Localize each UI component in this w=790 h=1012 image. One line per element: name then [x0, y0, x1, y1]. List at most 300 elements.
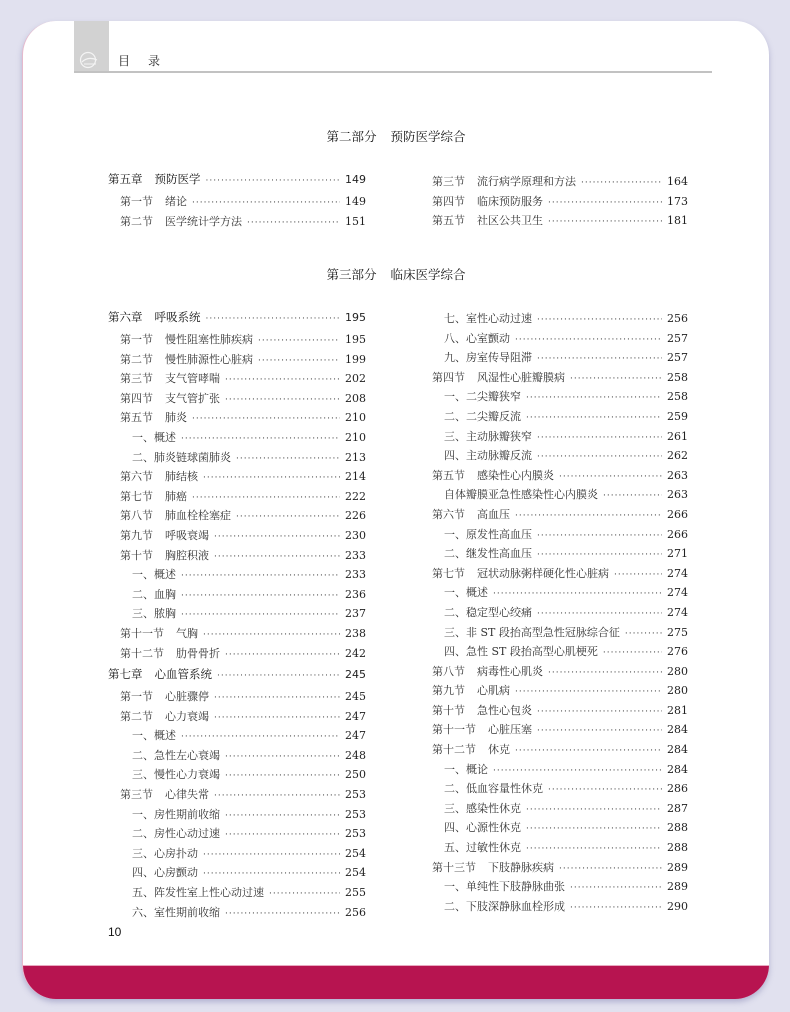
toc-entry[interactable]: [420, 212, 688, 232]
header-tab: [74, 21, 109, 73]
toc-entry-title: 心脏骤停: [165, 690, 209, 704]
toc-entry[interactable]: [108, 747, 366, 767]
toc-entry[interactable]: [108, 786, 366, 806]
toc-entry-label: [120, 193, 187, 209]
dot-leader: [181, 610, 340, 620]
toc-entry[interactable]: [108, 527, 366, 547]
toc-entry-title: 四、心房颤动: [132, 866, 198, 880]
dot-leader: [236, 512, 340, 522]
toc-entry-number: 第七节: [432, 566, 465, 580]
toc-entry-title: 六、室性期前收缩: [132, 905, 220, 919]
toc-entry-title: 肺炎: [165, 411, 187, 425]
toc-entry-label: [432, 173, 576, 189]
toc-entry-title: 三、主动脉瓣狭窄: [444, 429, 532, 443]
dot-leader: [537, 609, 662, 619]
dot-leader: [625, 629, 662, 639]
dot-leader: [548, 217, 662, 227]
toc-entry-page: 263: [667, 468, 688, 482]
toc-entry-number: 第六章: [108, 310, 143, 324]
toc-entry-title: 下肢静脉疾病: [488, 860, 554, 874]
toc-entry-title: 气胸: [176, 626, 198, 640]
toc-entry[interactable]: [420, 643, 688, 663]
dot-leader: [181, 732, 340, 742]
toc-entry-title: 四、主动脉瓣反流: [444, 449, 532, 463]
toc-entry[interactable]: [420, 349, 688, 369]
dot-leader: [493, 766, 662, 776]
toc-entry-page: 266: [667, 507, 688, 521]
toc-entry[interactable]: [108, 429, 366, 449]
dot-leader: [206, 314, 341, 324]
dot-leader: [225, 830, 340, 840]
toc-entry[interactable]: [420, 173, 688, 193]
toc-entry[interactable]: [108, 766, 366, 786]
toc-entry-page: 289: [667, 860, 688, 874]
dot-leader: [537, 531, 662, 541]
toc-entry-page: 233: [345, 568, 366, 582]
toc-entry[interactable]: [420, 741, 688, 761]
toc-entry[interactable]: [420, 878, 688, 898]
dot-leader: [537, 433, 662, 443]
toc-entry[interactable]: [108, 507, 366, 527]
toc-entry-label: [120, 708, 209, 724]
toc-entry-title: 八、心室颤动: [444, 331, 510, 345]
toc-entry-title: 肋骨骨折: [176, 646, 220, 660]
toc-entry[interactable]: [420, 565, 688, 585]
toc-entry-page: 173: [667, 194, 688, 208]
toc-entry-label: [120, 507, 231, 523]
toc-entry[interactable]: [420, 624, 688, 644]
toc-entry-number: 第三节: [120, 788, 153, 802]
toc-entry-number: 第五节: [432, 468, 465, 482]
dot-leader: [214, 713, 340, 723]
toc-entry-label: [432, 565, 609, 581]
toc-entry-title: 休克: [488, 743, 510, 757]
toc-entry-number: 第十节: [120, 548, 153, 562]
toc-entry[interactable]: [108, 605, 366, 625]
toc-entry[interactable]: [420, 447, 688, 467]
toc-entry[interactable]: [420, 780, 688, 800]
toc-entry[interactable]: [108, 806, 366, 826]
toc-entry-page: 214: [345, 470, 366, 484]
toc-entry-label: [132, 766, 220, 782]
toc-entry-label: [132, 845, 198, 861]
toc-entry-title: 慢性阻塞性肺疾病: [165, 333, 253, 346]
dot-leader: [559, 472, 662, 482]
dot-leader: [548, 668, 662, 678]
toc-entry-label: [132, 566, 176, 582]
toc-entry-label: [120, 213, 242, 229]
toc-entry-number: 第十二节: [432, 743, 476, 757]
toc-entry[interactable]: [108, 708, 366, 728]
dot-leader: [203, 630, 340, 640]
toc-entry[interactable]: [420, 584, 688, 604]
toc-entry-label: [432, 467, 554, 483]
toc-entry-number: 第十一节: [432, 723, 476, 737]
toc-entry-number: 第九节: [120, 528, 153, 542]
dot-leader: [526, 413, 662, 423]
dot-leader: [548, 198, 662, 208]
toc-entry-number: 第二节: [120, 352, 153, 366]
dot-leader: [515, 687, 662, 697]
toc-entry-page: 290: [667, 899, 688, 913]
dot-leader: [214, 693, 340, 703]
toc-entry[interactable]: [420, 819, 688, 839]
toc-entry-label: [120, 331, 253, 347]
toc-entry-label: [120, 390, 220, 406]
toc-entry-label: [120, 370, 220, 386]
toc-entry-title: 一、概述: [444, 586, 488, 600]
toc-entry-title: 一、概述: [132, 568, 176, 582]
toc-entry[interactable]: [108, 309, 366, 331]
toc-entry-page: 284: [667, 723, 688, 737]
toc-entry[interactable]: [420, 721, 688, 741]
dot-leader: [214, 552, 340, 562]
dot-leader: [225, 909, 340, 919]
toc-entry-title: 呼吸系统: [154, 310, 201, 324]
toc-entry[interactable]: [108, 825, 366, 845]
dot-leader: [181, 591, 340, 601]
toc-entry[interactable]: [420, 388, 688, 408]
toc-entry-title: 急性心包炎: [477, 703, 532, 717]
toc-entry-label: [132, 747, 220, 763]
toc-entry-page: 226: [345, 509, 366, 523]
toc-entry[interactable]: [420, 467, 688, 487]
toc-entry-number: 第五节: [120, 411, 153, 425]
toc-entry-title: 一、单纯性下肢静脉曲张: [444, 880, 565, 894]
toc-entry-title: 七、室性心动过速: [444, 312, 532, 325]
toc-entry-title: 五、阵发性室上性心动过速: [132, 886, 264, 900]
dot-leader: [206, 176, 341, 186]
toc-entry-label: [444, 330, 510, 346]
toc-entry[interactable]: [420, 486, 688, 506]
toc-entry[interactable]: [108, 864, 366, 884]
dot-leader: [203, 850, 340, 860]
toc-entry-title: 一、房性期前收缩: [132, 807, 220, 821]
dot-leader: [258, 356, 340, 366]
toc-entry-number: 第六节: [120, 470, 153, 484]
toc-entry-page: 289: [667, 880, 688, 894]
toc-entry[interactable]: [108, 488, 366, 508]
toc-entry-label: [444, 584, 488, 600]
toc-entry-title: 感染性心内膜炎: [477, 468, 554, 482]
toc-entry[interactable]: [420, 800, 688, 820]
toc-entry-label: [444, 545, 532, 561]
toc-entry-label: [444, 780, 543, 796]
toc-entry[interactable]: [420, 604, 688, 624]
toc-entry-page: 284: [667, 762, 688, 776]
toc-entry-page: 256: [345, 905, 366, 919]
toc-entry-label: [432, 663, 543, 679]
part3-number: 第三部分: [326, 267, 377, 282]
dot-leader: [581, 178, 662, 188]
toc-entry-number: 第五章: [108, 172, 143, 186]
toc-entry-title: 一、概述: [132, 729, 176, 743]
toc-entry[interactable]: [420, 761, 688, 781]
toc-entry-page: 247: [345, 729, 366, 743]
dot-leader: [225, 811, 340, 821]
toc-entry-label: [132, 727, 176, 743]
toc-entry-number: 第八节: [120, 509, 153, 523]
toc-entry-number: 第八节: [432, 664, 465, 678]
toc-entry-page: 151: [345, 214, 366, 228]
toc-entry-label: [444, 800, 521, 816]
part2-right-column: [420, 173, 688, 232]
dot-leader: [181, 571, 340, 581]
page-number: 10: [108, 925, 122, 939]
toc-entry-title: 二、血胸: [132, 587, 176, 601]
part3-name: 临床医学综合: [390, 267, 466, 282]
toc-entry-number: 第十二节: [120, 646, 164, 660]
toc-entry-page: 288: [667, 821, 688, 835]
toc-entry-number: 第十三节: [432, 860, 476, 874]
toc-entry-number: 第四节: [432, 194, 465, 208]
toc-entry[interactable]: [108, 845, 366, 865]
toc-entry-label: [432, 702, 532, 718]
toc-entry-title: 医学统计学方法: [165, 214, 242, 228]
toc-entry-label: [432, 506, 510, 522]
dot-leader: [203, 869, 340, 879]
toc-entry-title: 心肌病: [477, 684, 510, 698]
toc-entry[interactable]: [108, 351, 366, 371]
toc-entry[interactable]: [420, 369, 688, 389]
toc-entry-label: [120, 468, 198, 484]
toc-entry-label: [120, 488, 187, 504]
toc-entry[interactable]: [420, 898, 688, 918]
toc-entry[interactable]: [420, 545, 688, 565]
toc-entry-number: 第一节: [120, 690, 153, 704]
dot-leader: [537, 315, 662, 325]
toc-entry[interactable]: [420, 839, 688, 859]
toc-entry-title: 一、二尖瓣狭窄: [444, 390, 521, 404]
toc-entry-page: 257: [667, 351, 688, 365]
toc-entry-label: [132, 586, 176, 602]
toc-entry[interactable]: [420, 193, 688, 213]
toc-entry-label: [120, 409, 187, 425]
toc-entry-page: 149: [345, 195, 366, 208]
toc-entry-label: [120, 786, 209, 802]
toc-entry[interactable]: [420, 330, 688, 350]
dot-leader: [537, 550, 662, 560]
toc-entry-label: [432, 859, 554, 875]
part2-name: 预防医学综合: [390, 129, 466, 144]
dot-leader: [181, 434, 340, 444]
part3-left-column: [108, 309, 366, 923]
toc-entry-page: 210: [345, 411, 366, 425]
toc-entry[interactable]: [420, 859, 688, 879]
toc-entry-page: 210: [345, 430, 366, 444]
toc-entry-title: 肺结核: [165, 470, 198, 484]
dot-leader: [537, 452, 662, 462]
toc-entry-label: [444, 447, 532, 463]
dot-leader: [217, 671, 340, 681]
toc-entry-title: 肺癌: [165, 489, 187, 503]
toc-entry-label: [108, 666, 212, 682]
toc-entry-page: 276: [667, 645, 688, 659]
toc-entry-title: 心力衰竭: [165, 709, 209, 723]
toc-entry-page: 266: [667, 527, 688, 541]
toc-entry-label: [132, 449, 231, 465]
toc-entry-number: 第二节: [120, 214, 153, 228]
toc-entry-page: 284: [667, 743, 688, 757]
toc-entry-page: 287: [667, 801, 688, 815]
toc-entry-label: [444, 486, 598, 502]
dot-leader: [493, 589, 662, 599]
toc-entry[interactable]: [108, 449, 366, 469]
toc-entry-label: [132, 806, 220, 822]
toc-entry[interactable]: [108, 625, 366, 645]
toc-entry-label: [432, 193, 543, 209]
dot-leader: [537, 707, 662, 717]
toc-entry-title: 自体瓣膜亚急性感染性心内膜炎: [444, 488, 598, 502]
toc-entry-title: 风湿性心脏瓣膜病: [477, 370, 565, 384]
toc-entry-label: [444, 408, 521, 424]
dot-leader: [559, 864, 662, 874]
toc-entry[interactable]: [420, 682, 688, 702]
dot-leader: [526, 805, 662, 815]
toc-entry[interactable]: [420, 702, 688, 722]
toc-entry[interactable]: [108, 727, 366, 747]
toc-entry-title: 一、原发性高血压: [444, 527, 532, 541]
toc-entry[interactable]: [108, 884, 366, 904]
dot-leader: [548, 785, 662, 795]
toc-entry-label: [432, 741, 510, 757]
toc-entry-page: 288: [667, 841, 688, 855]
toc-entry-label: [444, 428, 532, 444]
toc-entry-number: 第三节: [120, 372, 153, 386]
toc-entry-number: 第四节: [432, 370, 465, 384]
toc-entry-page: 259: [667, 409, 688, 423]
toc-entry[interactable]: [108, 586, 366, 606]
toc-entry[interactable]: [420, 526, 688, 546]
toc-entry-title: 三、心房扑动: [132, 846, 198, 860]
toc-entry-title: 心律失常: [165, 788, 209, 802]
toc-entry-title: 三、脓胸: [132, 607, 176, 621]
dot-leader: [214, 532, 340, 542]
dot-leader: [269, 889, 340, 899]
toc-entry-title: 冠状动脉粥样硬化性心脏病: [477, 566, 609, 580]
dot-leader: [603, 648, 662, 658]
toc-entry-title: 二、继发性高血压: [444, 547, 532, 561]
toc-entry-page: 245: [345, 690, 366, 704]
toc-entry-title: 心血管系统: [154, 667, 212, 682]
toc-entry[interactable]: [108, 331, 366, 351]
toc-entry[interactable]: [108, 409, 366, 429]
toc-entry[interactable]: [108, 171, 366, 193]
header-char: 录: [148, 54, 161, 68]
toc-entry-title: 社区公共卫生: [477, 214, 543, 228]
dot-leader: [225, 395, 340, 405]
toc-entry-page: 181: [667, 214, 688, 228]
toc-entry[interactable]: [420, 428, 688, 448]
toc-entry-label: [132, 904, 220, 920]
toc-entry-label: [432, 682, 510, 698]
toc-entry-title: 二、二尖瓣反流: [444, 409, 521, 423]
toc-entry-page: 274: [667, 586, 688, 600]
toc-entry-number: 第一节: [120, 333, 153, 346]
toc-entry-label: [132, 864, 198, 880]
toc-entry[interactable]: [108, 645, 366, 665]
toc-entry[interactable]: [108, 904, 366, 924]
toc-entry-title: 病毒性心肌炎: [477, 664, 543, 678]
toc-entry[interactable]: [420, 310, 688, 330]
toc-entry-page: 275: [667, 625, 688, 639]
toc-entry-label: [444, 819, 521, 835]
dot-leader: [192, 198, 340, 208]
dot-leader: [192, 414, 340, 424]
toc-entry-label: [444, 624, 620, 640]
toc-entry-label: [132, 825, 220, 841]
toc-entry[interactable]: [108, 390, 366, 410]
toc-entry-page: 256: [667, 312, 688, 325]
toc-entry-title: 肺血栓栓塞症: [165, 509, 231, 523]
toc-entry-page: 236: [345, 587, 366, 601]
toc-entry-label: [432, 369, 565, 385]
toc-entry[interactable]: [108, 468, 366, 488]
dot-leader: [225, 375, 340, 385]
toc-entry-page: 149: [345, 173, 366, 186]
toc-entry[interactable]: [420, 408, 688, 428]
toc-entry-number: 第九节: [432, 684, 465, 698]
toc-entry-title: 一、概论: [444, 762, 488, 776]
toc-entry-number: 第一节: [120, 195, 153, 208]
toc-entry[interactable]: [420, 663, 688, 683]
toc-entry[interactable]: [108, 193, 366, 213]
toc-entry-page: 286: [667, 782, 688, 796]
toc-entry-page: 195: [345, 333, 366, 346]
toc-entry-number: 第十一节: [120, 626, 164, 640]
part3-title: [23, 265, 769, 283]
toc-entry-page: 248: [345, 748, 366, 762]
dot-leader: [515, 511, 662, 521]
toc-entry-title: 胸腔积液: [165, 548, 209, 562]
toc-entry-page: 253: [345, 807, 366, 821]
toc-entry-page: 222: [345, 489, 366, 503]
toc-entry-title: 高血压: [477, 507, 510, 521]
header-char: 目: [118, 54, 131, 68]
toc-entry[interactable]: [420, 506, 688, 526]
toc-entry-title: 支气管哮喘: [165, 372, 220, 386]
footer-band: [23, 965, 769, 999]
toc-entry-label: [444, 839, 521, 855]
toc-entry-label: [444, 761, 488, 777]
dot-leader: [537, 726, 662, 736]
toc-entry-label: [120, 547, 209, 563]
toc-entry-page: 274: [667, 566, 688, 580]
part2-left-column: [108, 171, 366, 232]
toc-entry[interactable]: [108, 688, 366, 708]
toc-entry-title: 二、急性左心衰竭: [132, 748, 220, 762]
toc-entry[interactable]: [108, 566, 366, 586]
toc-entry[interactable]: [108, 547, 366, 567]
toc-entry[interactable]: [108, 370, 366, 390]
toc-entry[interactable]: [108, 666, 366, 688]
toc-entry-page: 237: [345, 607, 366, 621]
dot-leader: [570, 374, 662, 384]
toc-entry-page: 164: [667, 175, 688, 188]
toc-entry-label: [444, 898, 565, 914]
toc-entry-title: 呼吸衰竭: [165, 528, 209, 542]
toc-entry-title: 二、低血容量性休克: [444, 782, 543, 796]
toc-entry-number: 第五节: [432, 214, 465, 228]
toc-entry-number: 第七节: [120, 489, 153, 503]
dot-leader: [225, 771, 340, 781]
toc-entry[interactable]: [108, 213, 366, 233]
toc-entry-number: 第四节: [120, 391, 153, 405]
dot-leader: [225, 650, 340, 660]
toc-entry-page: 253: [345, 827, 366, 841]
toc-entry-page: 242: [345, 646, 366, 660]
toc-entry-page: 202: [345, 372, 366, 386]
